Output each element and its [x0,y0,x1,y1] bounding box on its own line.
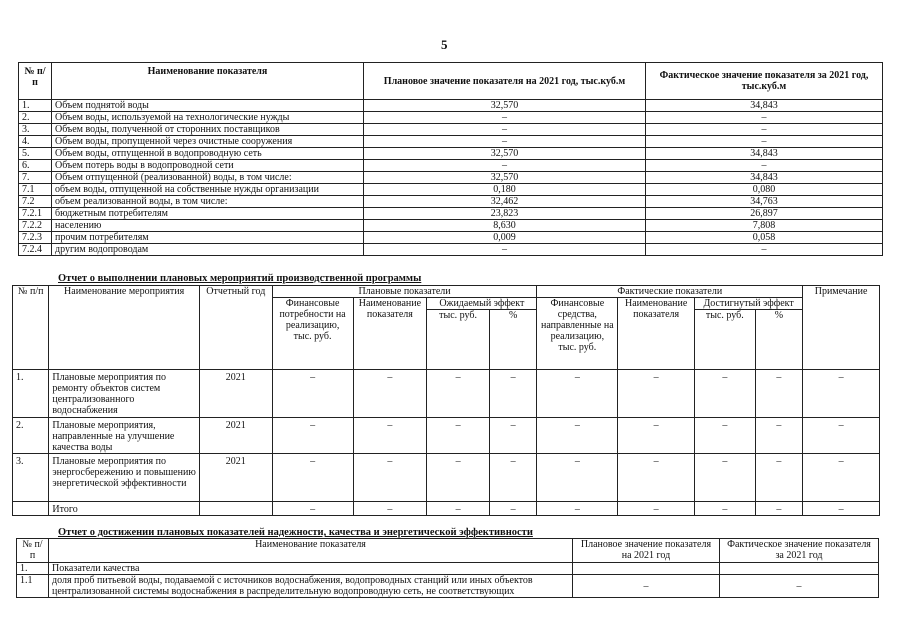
activity-year: 2021 [199,418,272,454]
activity-value: – [427,418,490,454]
plan-value: 23,823 [364,208,646,220]
plan-value: – [364,160,646,172]
activity-value: – [803,502,880,516]
fact-value [720,563,879,575]
indicator-name: Объем воды, отпущенной в водопроводную сеть [52,148,364,160]
activity-value: – [537,370,618,418]
row-number: 4. [19,136,52,148]
col-fact-header: Фактическое значение показателя за 2021 год, тыс.куб.м [646,63,883,100]
activity-value: – [353,418,427,454]
activity-number [13,502,49,516]
plan-value: – [364,124,646,136]
table-row [19,220,883,232]
table-row [19,172,883,184]
activity-value: – [803,454,880,502]
table-row [19,244,883,256]
table-row [13,454,880,502]
activity-value: – [353,370,427,418]
t3-fact-header: Фактическое значение показателя за 2021 год [720,539,879,563]
activity-name-header: Наименование мероприятия [49,286,200,370]
indicator-name: Объем воды, пропущенной через очистные сооружения [52,136,364,148]
activity-name: Плановые мероприятия по ремонту объектов систем централизованного водоснабжения [49,370,200,418]
row-number: 5. [19,148,52,160]
activity-value: – [272,418,353,454]
expected-rub-header: тыс. руб. [427,310,490,370]
activity-number: 3. [13,454,49,502]
activity-value: – [427,502,490,516]
activity-year [199,502,272,516]
row-number: 7. [19,172,52,184]
table-row [17,563,879,575]
table2-header-row-1 [13,286,880,298]
activity-value: – [695,454,756,502]
indicator-name: другим водопроводам [52,244,364,256]
indicator-name: доля проб питьевой воды, подаваемой с источников водоснабжения, водопроводных станций или иных объектов централизованной системы водоснабжения в распределительную водопроводную сеть, не соответствующих [49,575,573,598]
indicator-name: Объем воды, используемой на технологические нужды [52,112,364,124]
achieved-effect-header: Достигнутый эффект [695,298,803,310]
activity-value: – [618,418,695,454]
fact-indicators-header: Фактические показатели [537,286,803,298]
activity-name: Плановые мероприятия по энергосбережению и повышению энергетической эффективности [49,454,200,502]
activity-name: Итого [49,502,200,516]
plan-finance-header: Финансовые потребности на реализацию, тыс. руб. [272,298,353,370]
activity-value: – [803,370,880,418]
activity-value: – [489,370,537,418]
fact-value: 0,080 [646,184,883,196]
fact-value: – [646,136,883,148]
row-number: 7.2.3 [19,232,52,244]
activity-name: Плановые мероприятия, направленные на улучшение качества воды [49,418,200,454]
indicator-name: Объем поднятой воды [52,100,364,112]
table-row [17,575,879,598]
plan-value [573,563,720,575]
fact-value: 26,897 [646,208,883,220]
activity-value: – [353,502,427,516]
indicator-name: объем реализованной воды, в том числе: [52,196,364,208]
row-number: 6. [19,160,52,172]
activity-value: – [272,370,353,418]
plan-indicators-header: Плановые показатели [272,286,537,298]
row-number: 3. [19,124,52,136]
plan-value: – [573,575,720,598]
fact-value: – [646,160,883,172]
activity-value: – [618,454,695,502]
activity-value: – [427,454,490,502]
indicator-name: Показатели качества [49,563,573,575]
fact-value: 34,843 [646,100,883,112]
table-row [19,160,883,172]
table-row [19,196,883,208]
fact-value: 34,843 [646,172,883,184]
activity-number: 2. [13,418,49,454]
fact-value: – [646,244,883,256]
plan-value: 32,570 [364,100,646,112]
plan-value: – [364,112,646,124]
fact-value: – [646,112,883,124]
col-num-header: № п/п [19,63,52,100]
activity-value: – [272,454,353,502]
indicator-name: населению [52,220,364,232]
table-row [19,208,883,220]
activity-number: 1. [13,370,49,418]
activity-value: – [427,370,490,418]
fact-value: – [720,575,879,598]
col-name-header: Наименование показателя [52,63,364,100]
activity-value: – [755,454,802,502]
activity-value: – [537,454,618,502]
reliability-table [16,538,879,598]
row-number: 7.2.1 [19,208,52,220]
indicator-number: 1.1 [17,575,49,598]
activity-year: 2021 [199,454,272,502]
plan-value: 32,462 [364,196,646,208]
activity-value: – [618,370,695,418]
indicator-name: бюджетным потребителям [52,208,364,220]
table-row [19,148,883,160]
row-number: 1. [19,100,52,112]
activity-num-header: № п/п [13,286,49,370]
activity-value: – [755,370,802,418]
activity-value: – [803,418,880,454]
plan-value: 32,570 [364,148,646,160]
fact-indicator-name-header: Наименование показателя [618,298,695,370]
expected-effect-header: Ожидаемый эффект [427,298,537,310]
col-plan-header: Плановое значение показателя на 2021 год, тыс.куб.м [364,63,646,100]
indicator-number: 1. [17,563,49,575]
activity-value: – [755,418,802,454]
activity-value: – [353,454,427,502]
plan-value: 0,009 [364,232,646,244]
activity-value: – [695,502,756,516]
page-number: 5 [441,37,448,52]
activities-table [12,285,880,516]
table-row [13,418,880,454]
row-number: 7.2 [19,196,52,208]
activity-value: – [489,418,537,454]
expected-pct-header: % [489,310,537,370]
achieved-pct-header: % [755,310,802,370]
table-row [13,370,880,418]
indicator-name: прочим потребителям [52,232,364,244]
activity-value: – [489,502,537,516]
row-number: 7.2.2 [19,220,52,232]
plan-value: 8,630 [364,220,646,232]
indicator-name: Объем потерь воды в водопроводной сети [52,160,364,172]
activity-value: – [489,454,537,502]
activity-value: – [755,502,802,516]
row-number: 2. [19,112,52,124]
table-row [19,136,883,148]
indicator-name: Объем воды, полученной от сторонних поставщиков [52,124,364,136]
plan-value: 0,180 [364,184,646,196]
activity-value: – [272,502,353,516]
plan-value: – [364,244,646,256]
section2-title: Отчет о выполнении плановых мероприятий производственной программы [58,273,422,284]
indicator-name: Объем отпущенной (реализованной) воды, в том числе: [52,172,364,184]
indicator-name: объем воды, отпущенной на собственные нужды организации [52,184,364,196]
water-volume-table [18,62,883,256]
table3-header-row [17,539,879,563]
fact-value: – [646,124,883,136]
t3-name-header: Наименование показателя [49,539,573,563]
table-row [19,112,883,124]
t3-plan-header: Плановое значение показателя на 2021 год [573,539,720,563]
activity-value: – [695,418,756,454]
fact-value: 34,843 [646,148,883,160]
table-row [19,124,883,136]
plan-indicator-name-header: Наименование показателя [353,298,427,370]
fact-value: 34,763 [646,196,883,208]
table-row [13,502,880,516]
table-row [19,100,883,112]
table-row [19,184,883,196]
achieved-rub-header: тыс. руб. [695,310,756,370]
plan-value: – [364,136,646,148]
fact-value: 0,058 [646,232,883,244]
table1-header-row [19,63,883,100]
activity-value: – [537,418,618,454]
note-header: Примечание [803,286,880,370]
row-number: 7.1 [19,184,52,196]
activity-value: – [695,370,756,418]
section3-title: Отчет о достижении плановых показателей надежности, качества и энергетической эффективности [58,527,533,538]
activity-year-header: Отчетный год [199,286,272,370]
fact-finance-header: Финансовые средства, направленные на реализацию, тыс. руб. [537,298,618,370]
activity-value: – [618,502,695,516]
plan-value: 32,570 [364,172,646,184]
table-row [19,232,883,244]
fact-value: 7,808 [646,220,883,232]
row-number: 7.2.4 [19,244,52,256]
activity-value: – [537,502,618,516]
t3-num-header: № п/п [17,539,49,563]
activity-year: 2021 [199,370,272,418]
